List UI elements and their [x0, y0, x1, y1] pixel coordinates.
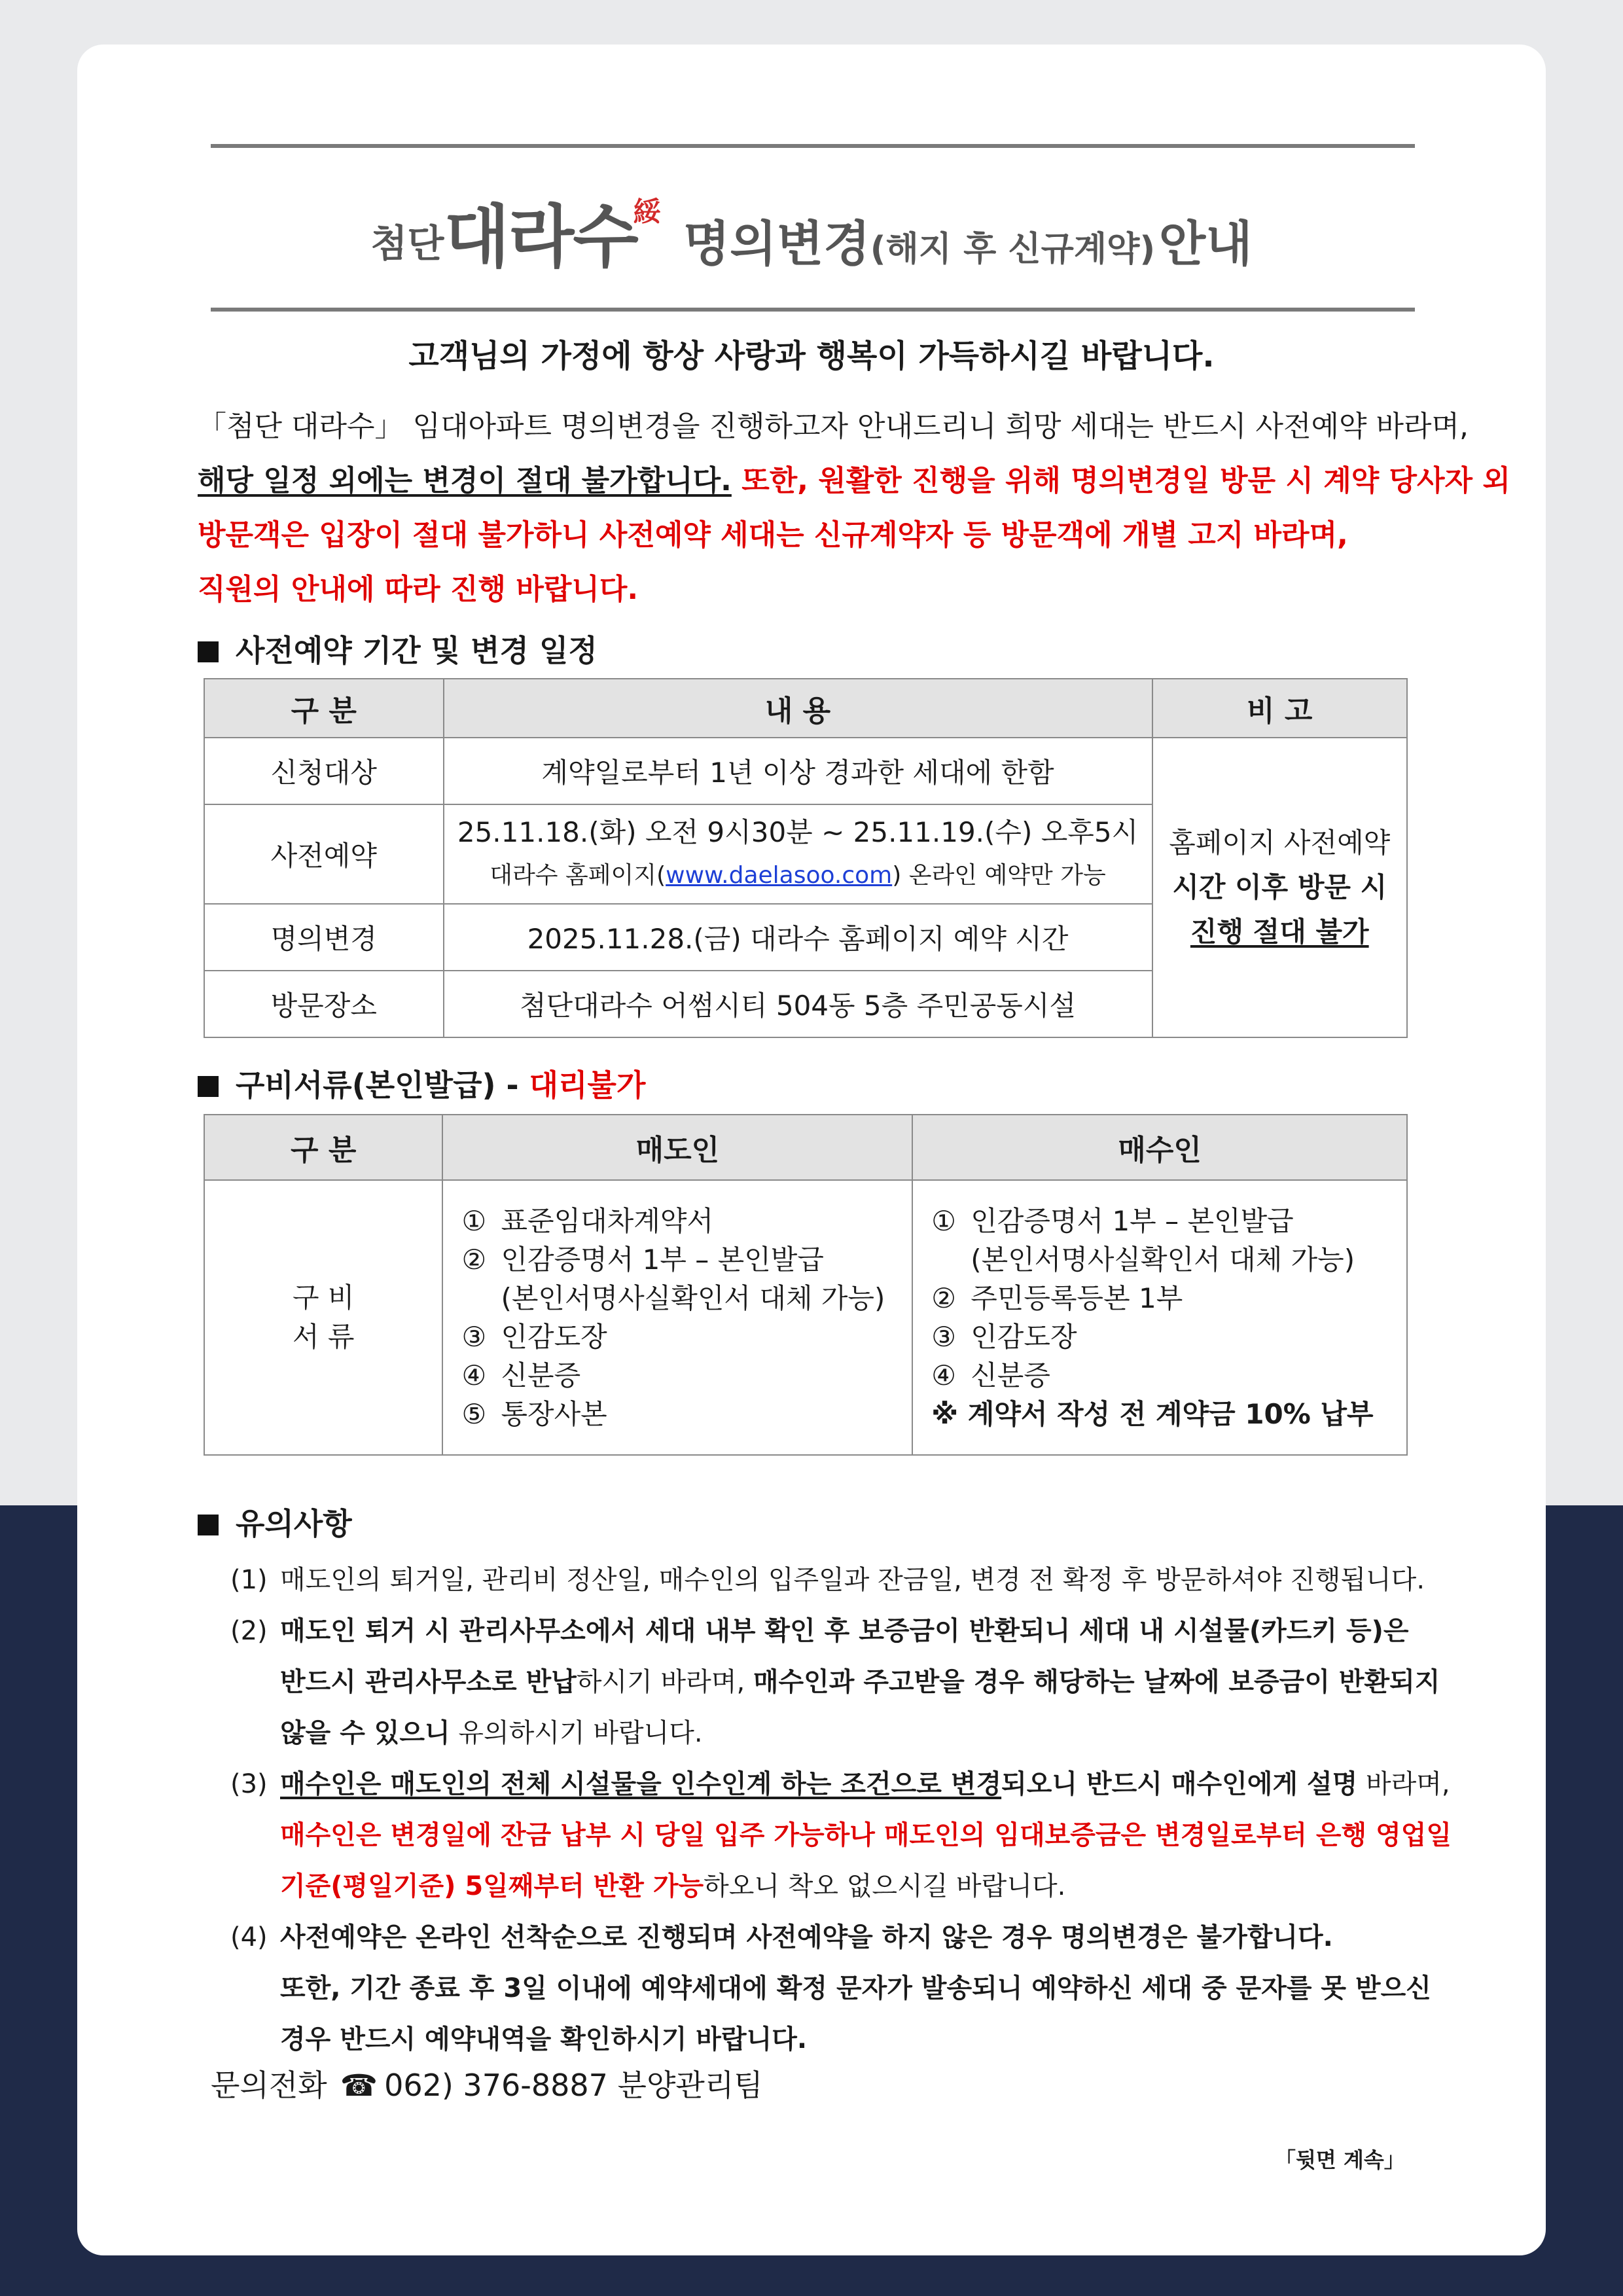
row-content: 첨단대라수 어썸시티 504동 5층 주민공동시설 [444, 971, 1152, 1037]
list-item: ② 주민등록등본 1부 [931, 1282, 1183, 1314]
row-label: 구 비 서 류 [204, 1180, 442, 1455]
intro-line-2: 해당 일정 외에는 변경이 절대 불가합니다. 또한, 원활한 진행을 위해 명의변경일 방문 시 계약 당사자 외 [198, 464, 1510, 497]
section-heading-schedule: 사전예약 기간 및 변경 일정 [198, 627, 597, 670]
col-header-remark: 비 고 [1152, 679, 1408, 738]
section-heading-documents: 구비서류(본인발급) - 대리불가 [198, 1062, 645, 1105]
list-item: ② 인감증명서 1부 – 본인발급 [461, 1244, 824, 1276]
note-2: (2) 매도인 퇴거 시 관리사무소에서 세대 내부 확인 후 보증금이 반환되니 세대 내 시설물(카드키 등)은 반드시 관리사무소로 반납하시기 바라며, 매수인과 주고받을 경우 해당하는 날짜에 보증금이 반환되지 않을 수 있으니 유의하시기 바랍니다. [230, 1616, 1440, 1748]
square-bullet-icon [198, 641, 219, 662]
list-item: ⑤ 통장사본 [461, 1398, 607, 1430]
brand-hanja-mark: 綏 [633, 196, 661, 228]
square-bullet-icon [198, 1076, 219, 1097]
buyer-documents [912, 1180, 1407, 1455]
brand-prefix: 첨단 [370, 221, 444, 266]
buyer-deposit-note: ※ 계약서 작성 전 계약금 10% 납부 [931, 1398, 1374, 1430]
top-rule [211, 144, 1415, 148]
row-content: 계약일로부터 1년 이상 경과한 세대에 한함 [444, 738, 1152, 804]
schedule-table [204, 678, 1408, 1038]
row-content: 25.11.18.(화) 오전 9시30분 ~ 25.11.19.(수) 오후5시 대라수 홈페이지(www.daelasoo.com) 온라인 예약만 가능 [444, 804, 1152, 904]
phone-number[interactable]: 062) 376-8887 [384, 2068, 608, 2103]
notes-list [230, 1554, 1452, 2065]
title-main: 명의변경 [683, 216, 870, 272]
list-item: ③ 인감도장 [461, 1321, 607, 1353]
note-4: (4) 사전예약은 온라인 선착순으로 진행되며 사전예약을 하지 않은 경우 명의변경은 불가합니다. 또한, 기간 종료 후 3일 이내에 예약세대에 확정 문자가 발송되니 예약하신 세대 중 문자를 못 받으신 경우 반드시 예약내역을 확인하시기 바랍니다. [230, 1922, 1431, 2054]
row-label: 명의변경 [204, 904, 444, 971]
remark-cell: 홈페이지 사전예약 시간 이후 방문 시 진행 절대 불가 [1152, 738, 1408, 1037]
buyer-document-list [913, 1202, 1406, 1433]
row-content: 2025.11.28.(금) 대라수 홈페이지 예약 시간 [444, 904, 1152, 971]
table-header-row [204, 1115, 1407, 1180]
contact-info [211, 2062, 763, 2105]
list-item: ④ 신분증 [461, 1359, 581, 1391]
list-item: ① 인감증명서 1부 – 본인발급 [931, 1205, 1294, 1237]
col-header-category: 구 분 [204, 1115, 442, 1180]
contact-team: 분양관리팀 [617, 2068, 763, 2103]
note-1: (1) 매도인의 퇴거일, 관리비 정산일, 매수인의 입주일과 잔금일, 변경 전 확정 후 방문하셔야 진행됩니다. [230, 1565, 1425, 1595]
document-title [0, 182, 1623, 280]
seller-document-list [443, 1202, 912, 1433]
seller-documents [442, 1180, 912, 1455]
intro-paragraph [198, 399, 1510, 617]
note-3: (3) 매수인은 매도인의 전체 시설물을 인수인계 하는 조건으로 변경되오니 반드시 매수인에게 설명 바라며, 매수인은 변경일에 잔금 납부 시 당일 입주 가능하나 매도인의 임대보증금은 변경일로부터 은행 영업일 기준(평일기준) 5일째부터 반환 가능하오니 착오 없으시길 바랍니다. [230, 1769, 1452, 1901]
intro-line-4: 직원의 안내에 따라 진행 바랍니다. [198, 573, 639, 606]
title-suffix: 안내 [1158, 216, 1253, 272]
list-item: (본인서명사실확인서 대체 가능) [501, 1282, 885, 1314]
table-row [204, 1180, 1407, 1455]
list-item: ③ 인감도장 [931, 1321, 1077, 1353]
list-item: (본인서명사실확인서 대체 가능) [971, 1244, 1355, 1276]
col-header-content: 내 용 [444, 679, 1152, 738]
phone-icon: ☎ [340, 2068, 378, 2103]
continued-on-back: 「뒷면 계속」 [1275, 2147, 1405, 2172]
col-header-buyer: 매수인 [912, 1115, 1407, 1180]
documents-table [204, 1114, 1408, 1456]
table-header-row [204, 679, 1407, 738]
contact-label: 문의전화 [211, 2068, 327, 2103]
brand-name: 대라수 [444, 197, 637, 277]
bottom-rule [211, 308, 1415, 312]
list-item: ① 표준임대차계약서 [461, 1205, 714, 1237]
table-row [204, 738, 1407, 804]
title-paren: (해지 후 신규계약) [870, 230, 1156, 269]
col-header-seller: 매도인 [442, 1115, 912, 1180]
homepage-link[interactable]: www.daelasoo.com [666, 862, 893, 889]
square-bullet-icon [198, 1515, 219, 1535]
intro-line-1: 「첨단 대라수」 임대아파트 명의변경을 진행하고자 안내드리니 희망 세대는 반드시 사전예약 바라며, [198, 410, 1469, 443]
col-header-category: 구 분 [204, 679, 444, 738]
greeting: 고객님의 가정에 항상 사랑과 행복이 가득하시길 바랍니다. [408, 338, 1215, 374]
row-label: 방문장소 [204, 971, 444, 1037]
section-heading-notes: 유의사항 [198, 1500, 352, 1543]
intro-line-3: 방문객은 입장이 절대 불가하니 사전예약 세대는 신규계약자 등 방문객에 개별 고지 바라며, [198, 518, 1348, 552]
row-label: 사전예약 [204, 804, 444, 904]
list-item: ④ 신분증 [931, 1359, 1050, 1391]
row-label: 신청대상 [204, 738, 444, 804]
